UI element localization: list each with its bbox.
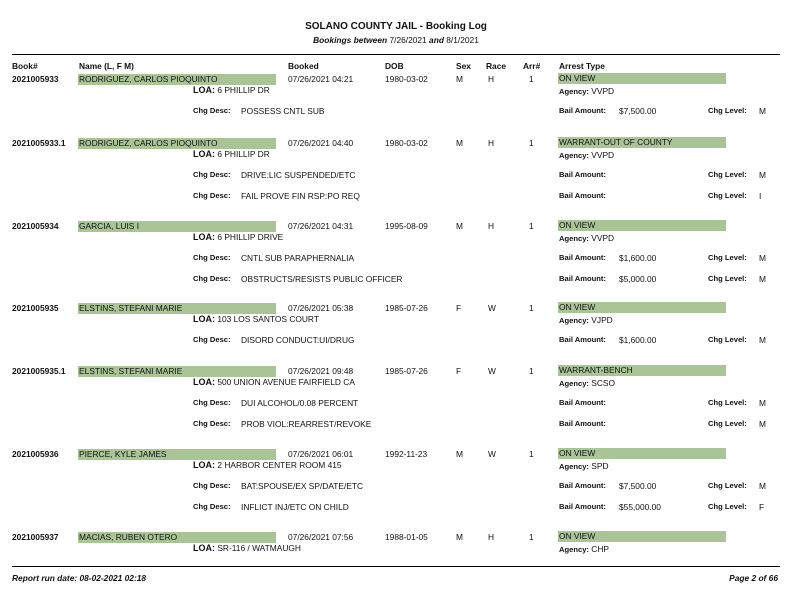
charge-description: FAIL PROVE FIN RSP:PO REQ (241, 191, 360, 201)
sex: M (456, 138, 463, 148)
loa-label: LOA: (193, 460, 215, 470)
sex: M (456, 221, 463, 231)
header-top-rule (12, 54, 780, 55)
bail-amount: $5,000.00 (619, 274, 657, 284)
charge-description: DUI ALCOHOL/0.08 PERCENT (241, 398, 359, 408)
charge-level: M (759, 253, 766, 263)
chg-level-label: Chg Level: (708, 274, 747, 283)
booked-datetime: 07/26/2021 04:21 (288, 74, 354, 84)
bail-amount: $1,600.00 (619, 253, 657, 263)
agency-label: Agency: (559, 316, 589, 325)
col-arrest-type: Arrest Type (559, 61, 605, 71)
chg-desc-label: Chg Desc: (193, 335, 231, 344)
chg-desc-label: Chg Desc: (193, 253, 231, 262)
inmate-name: MACIAS, RUBEN OTERO (78, 532, 276, 543)
location-of-arrest (193, 149, 270, 159)
arrest-type: ON VIEW (558, 302, 726, 313)
charge-level: F (759, 502, 765, 512)
inmate-name: RODRIGUEZ, CARLOS PIOQUINTO (78, 74, 276, 85)
loa-value: 103 LOS SANTOS COURT (217, 314, 319, 324)
charge-description: POSSESS CNTL SUB (241, 106, 325, 116)
dob: 1992-11-23 (385, 449, 428, 459)
loa-value: 6 PHILLIP DRIVE (217, 232, 284, 242)
sex: M (456, 532, 463, 542)
loa-value: 2 HARBOR CENTER ROOM 415 (217, 460, 342, 470)
agency (559, 315, 613, 325)
loa-value: 500 UNION AVENUE FAIRFIELD CA (217, 377, 355, 387)
col-dob: DOB (385, 61, 404, 71)
agency (559, 86, 614, 96)
agency-label: Agency: (559, 87, 589, 96)
dob: 1980-03-02 (385, 74, 428, 84)
location-of-arrest (193, 85, 270, 95)
book-number: 2021005937 (12, 532, 59, 542)
arrest-count: 1 (529, 138, 534, 148)
agency-value: VJPD (591, 315, 613, 325)
race: H (488, 138, 495, 148)
charge-description: OBSTRUCTS/RESISTS PUBLIC OFFICER (241, 274, 403, 284)
charge-description: DRIVE:LIC SUSPENDED/ETC (241, 170, 356, 180)
dob: 1988-01-05 (385, 532, 428, 542)
agency-label: Agency: (559, 234, 589, 243)
page-number: Page 2 of 66 (729, 573, 778, 583)
bail-amount: $7,500.00 (619, 106, 657, 116)
dob: 1980-03-02 (385, 138, 428, 148)
book-number: 2021005935.1 (12, 366, 66, 376)
charge-level: I (759, 191, 762, 201)
chg-level-label: Chg Level: (708, 419, 747, 428)
location-of-arrest (193, 460, 342, 470)
chg-desc-label: Chg Desc: (193, 170, 231, 179)
loa-value: 6 PHILLIP DR (217, 149, 270, 159)
race: W (488, 303, 496, 313)
date-from: 7/26/2021 (389, 35, 427, 45)
bail-amount: $55,000.00 (619, 502, 661, 512)
col-race: Race (486, 61, 507, 71)
col-booked: Booked (288, 61, 319, 71)
race: W (488, 449, 496, 459)
bail-label: Bail Amount: (559, 106, 606, 115)
dob: 1985-07-26 (385, 303, 428, 313)
charge-description: PROB VIOL:REARREST/REVOKE (241, 419, 372, 429)
loa-label: LOA: (193, 377, 215, 387)
arrest-count: 1 (529, 221, 534, 231)
race: W (488, 366, 496, 376)
charge-level: M (759, 106, 766, 116)
sex: F (456, 366, 462, 376)
location-of-arrest (193, 314, 319, 324)
arrest-type: ON VIEW (558, 220, 726, 231)
agency-label: Agency: (559, 379, 589, 388)
inmate-name: PIERCE, KYLE JAMES (78, 449, 276, 460)
col-book: Book# (12, 61, 38, 71)
agency-value: VVPD (591, 233, 615, 243)
date-to: 8/1/2021 (446, 35, 479, 45)
race: H (488, 74, 495, 84)
chg-level-label: Chg Level: (708, 481, 747, 490)
booked-datetime: 07/26/2021 05:38 (288, 303, 354, 313)
loa-value: 6 PHILLIP DR (217, 85, 270, 95)
report-run-date: Report run date: 08-02-2021 02:18 (12, 573, 147, 583)
agency-value: VVPD (591, 86, 615, 96)
arrest-type: WARRANT-OUT OF COUNTY (558, 137, 726, 148)
agency (559, 544, 609, 554)
arrest-count: 1 (529, 449, 534, 459)
agency-label: Agency: (559, 151, 589, 160)
book-number: 2021005935 (12, 303, 59, 313)
dob: 1995-08-09 (385, 221, 428, 231)
race: H (488, 532, 495, 542)
location-of-arrest (193, 232, 283, 242)
bail-label: Bail Amount: (559, 419, 606, 428)
agency (559, 233, 614, 243)
sex: F (456, 303, 462, 313)
chg-level-label: Chg Level: (708, 191, 747, 200)
arrest-type: ON VIEW (558, 448, 726, 459)
charge-description: INFLICT INJ/ETC ON CHILD (241, 502, 349, 512)
chg-desc-label: Chg Desc: (193, 502, 231, 511)
bail-label: Bail Amount: (559, 170, 606, 179)
race: H (488, 221, 495, 231)
footer-rule (12, 566, 780, 567)
bail-label: Bail Amount: (559, 253, 606, 262)
chg-level-label: Chg Level: (708, 398, 747, 407)
book-number: 2021005936 (12, 449, 59, 459)
chg-level-label: Chg Level: (708, 106, 747, 115)
chg-level-label: Chg Level: (708, 170, 747, 179)
arrest-type: WARRANT-BENCH (558, 365, 726, 376)
charge-description: BAT:SPOUSE/EX SP/DATE/ETC (241, 481, 364, 491)
charge-level: M (759, 398, 766, 408)
charge-level: M (759, 335, 766, 345)
location-of-arrest (193, 543, 301, 553)
bail-label: Bail Amount: (559, 335, 606, 344)
col-sex: Sex (456, 61, 471, 71)
agency-label: Agency: (559, 545, 589, 554)
bail-label: Bail Amount: (559, 502, 606, 511)
sex: M (456, 74, 463, 84)
location-of-arrest (193, 377, 355, 387)
chg-level-label: Chg Level: (708, 502, 747, 511)
bail-label: Bail Amount: (559, 481, 606, 490)
agency-value: SPD (591, 461, 609, 471)
subtitle-lead: Bookings between (313, 35, 388, 45)
inmate-name: ELSTINS, STEFANI MARIE (78, 366, 276, 377)
subtitle-and: and (429, 35, 444, 45)
booked-datetime: 07/26/2021 06:01 (288, 449, 354, 459)
charge-level: M (759, 419, 766, 429)
agency (559, 150, 614, 160)
book-number: 2021005933.1 (12, 138, 66, 148)
loa-label: LOA: (193, 314, 215, 324)
inmate-name: RODRIGUEZ, CARLOS PIOQUINTO (78, 138, 276, 149)
charge-level: M (759, 274, 766, 284)
arrest-type: ON VIEW (558, 73, 726, 84)
dob: 1985-07-26 (385, 366, 428, 376)
charge-description: DISORD CONDUCT:UI/DRUG (241, 335, 355, 345)
bail-label: Bail Amount: (559, 398, 606, 407)
loa-label: LOA: (193, 543, 215, 553)
chg-desc-label: Chg Desc: (193, 191, 231, 200)
col-arr: Arr# (523, 61, 541, 71)
inmate-name: GARCIA, LUIS I (78, 221, 276, 232)
agency-value: CHP (591, 544, 609, 554)
col-name: Name (L, F M) (79, 61, 134, 71)
book-number: 2021005933 (12, 74, 59, 84)
booked-datetime: 07/26/2021 07:56 (288, 532, 354, 542)
loa-value: SR-116 / WATMAUGH (217, 543, 301, 553)
arrest-count: 1 (529, 532, 534, 542)
loa-label: LOA: (193, 232, 215, 242)
booked-datetime: 07/26/2021 04:40 (288, 138, 354, 148)
chg-desc-label: Chg Desc: (193, 481, 231, 490)
arrest-count: 1 (529, 74, 534, 84)
booked-datetime: 07/26/2021 09:48 (288, 366, 354, 376)
loa-label: LOA: (193, 149, 215, 159)
chg-desc-label: Chg Desc: (193, 274, 231, 283)
chg-level-label: Chg Level: (708, 253, 747, 262)
bail-amount: $1,600.00 (619, 335, 657, 345)
chg-desc-label: Chg Desc: (193, 398, 231, 407)
inmate-name: ELSTINS, STEFANI MARIE (78, 303, 276, 314)
arrest-type: ON VIEW (558, 531, 726, 542)
report-subtitle (0, 35, 792, 45)
sex: M (456, 449, 463, 459)
chg-level-label: Chg Level: (708, 335, 747, 344)
arrest-count: 1 (529, 303, 534, 313)
arrest-count: 1 (529, 366, 534, 376)
charge-level: M (759, 170, 766, 180)
report-title: SOLANO COUNTY JAIL - Booking Log (305, 21, 487, 32)
loa-label: LOA: (193, 85, 215, 95)
agency-label: Agency: (559, 462, 589, 471)
booked-datetime: 07/26/2021 04:31 (288, 221, 354, 231)
agency-value: VVPD (591, 150, 615, 160)
chg-desc-label: Chg Desc: (193, 419, 231, 428)
chg-desc-label: Chg Desc: (193, 106, 231, 115)
bail-label: Bail Amount: (559, 191, 606, 200)
bail-amount: $7,500.00 (619, 481, 657, 491)
book-number: 2021005934 (12, 221, 59, 231)
agency (559, 378, 615, 388)
charge-level: M (759, 481, 766, 491)
charge-description: CNTL SUB PARAPHERNALIA (241, 253, 355, 263)
bail-label: Bail Amount: (559, 274, 606, 283)
agency (559, 461, 609, 471)
agency-value: SCSO (591, 378, 616, 388)
